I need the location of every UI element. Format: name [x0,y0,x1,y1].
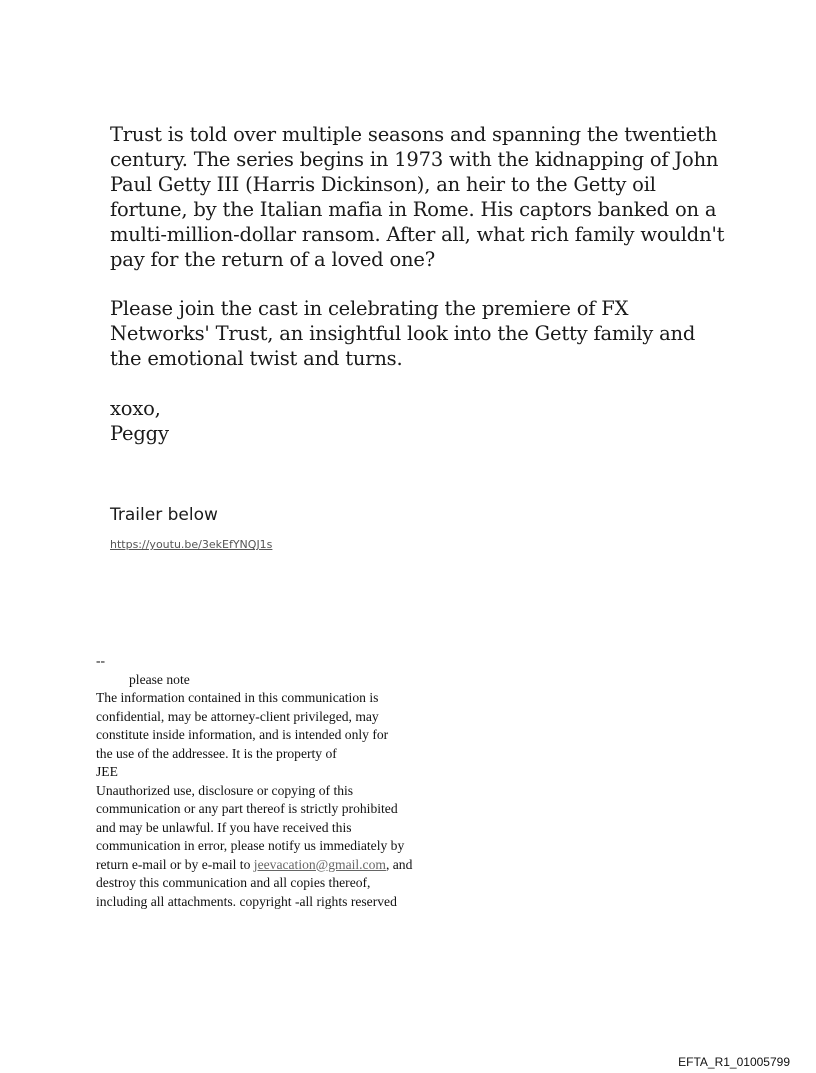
disclaimer-line: confidential, may be attorney-client privileged, may [96,708,379,724]
disclaimer-line: destroy this communication and all copies thereof, [96,875,371,890]
letter-signoff [110,396,730,446]
disclaimer-line: and may be unlawful. If you have received this [96,819,352,835]
letter-paragraph-2: Please join the cast in celebrating the premiere of FX Networks' Trust, an insightful look into the Getty family and the emotional twist and turns. [110,297,696,370]
disclaimer-text: return e-mail or by e-mail to [96,856,254,872]
trailer-label: Trailer below [110,505,218,525]
email-disclaimer [96,652,496,911]
disclaimer-separator: -- [96,653,106,668]
disclaimer-line: JEE [96,764,118,779]
disclaimer-line: the use of the addressee. It is the property of [96,745,337,761]
email-link[interactable]: jeevacation@gmail.com [253,856,386,872]
disclaimer-line: communication in error, please notify us immediately by [96,838,405,853]
closing-text: xoxo, [110,397,161,420]
document-id: EFTA_R1_01005799 [678,1055,790,1069]
trailer-link[interactable]: https://youtu.be/3ekEfYNQJ1s [110,538,273,551]
disclaimer-line: including all attachments. copyright -all rights reserved [96,893,397,909]
disclaimer-text: , and [385,856,413,872]
signature-text: Peggy [110,422,169,445]
disclaimer-line: Unauthorized use, disclosure or copying of this [96,782,354,798]
disclaimer-heading: please note [129,671,190,687]
letter-paragraph-1: Trust is told over multiple seasons and spanning the twentieth century. The series begins in 1973 with the kidnapping of John Paul Getty III (Harris Dickinson), an heir to the Getty oil fortune, by the Italian mafia in Rome. His captors banked on a multi-million-dollar ransom. After all, what rich family wouldn't pay for the return of a loved one? [110,123,725,271]
disclaimer-line: communication or any part thereof is strictly prohibited [96,801,398,816]
disclaimer-line: constitute inside information, and is intended only for [96,727,389,742]
disclaimer-line: The information contained in this communication is [96,690,379,705]
disclaimer-line-email [96,856,496,875]
